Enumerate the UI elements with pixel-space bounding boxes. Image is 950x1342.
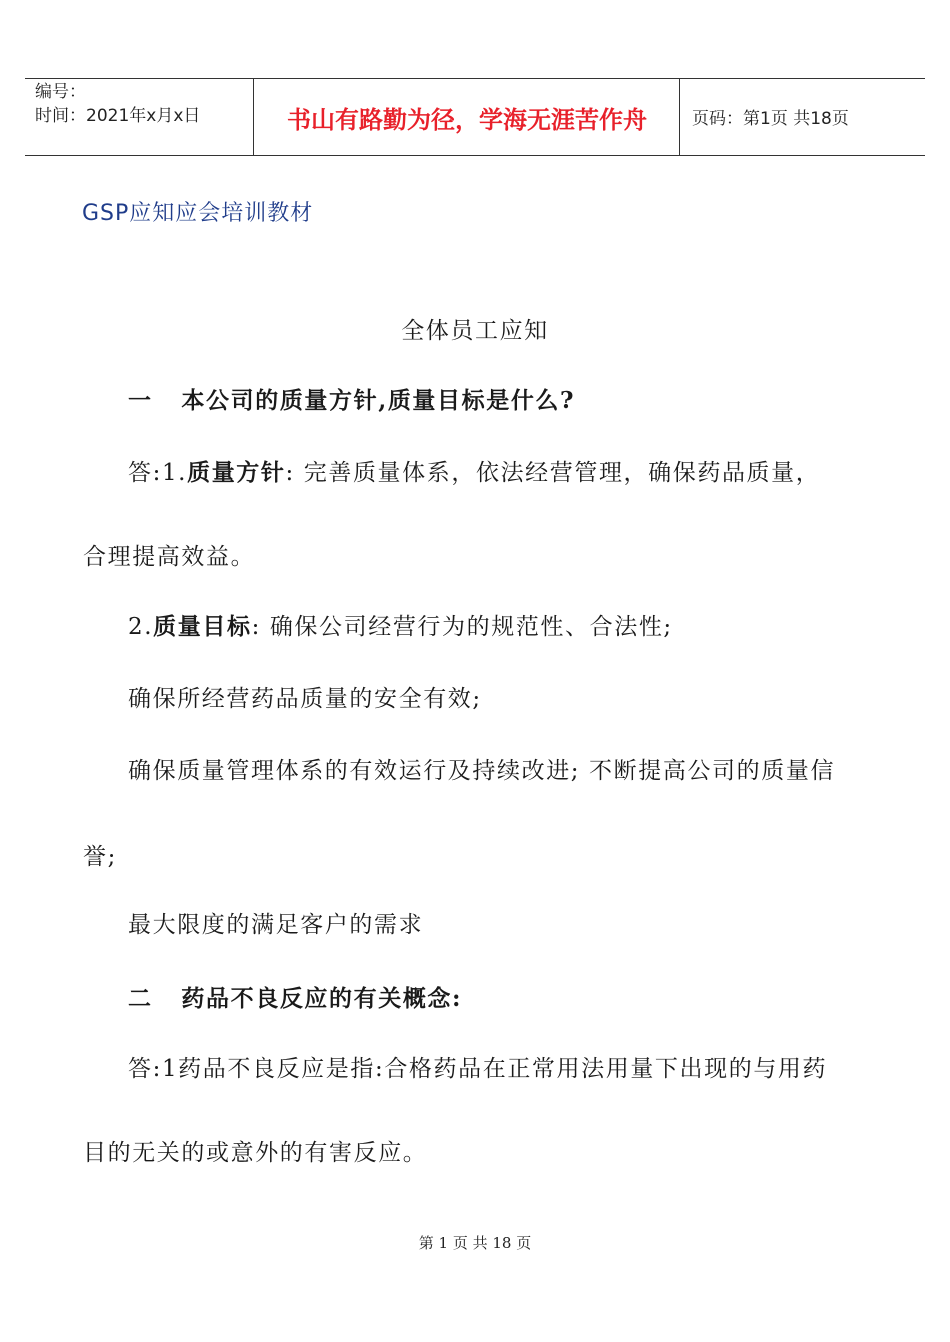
document-title: GSP应知应会培训教材 [82,201,314,226]
answer-2-text: : 确保公司经营行为的规范性、合法性; [251,614,673,640]
question-2: 二 药品不良反应的有关概念: [128,985,463,1012]
header-motto: 书山有路勤为径，学海无涯苦作舟 [287,105,647,134]
answer-1-text: : 完善质量体系，依法经营管理，确保药品质量， [285,460,821,486]
answer-2-prefix: 2. [128,614,154,640]
document-number-label: 编号： [35,82,86,102]
section-subtitle: 全体员工应知 [401,318,549,344]
answer-2-line-3-continuation: 誉; [83,844,117,870]
answer-1-prefix: 答:1. [128,460,188,486]
answer-1-line [128,454,820,487]
answer-3-line: 答:1药品不良反应是指:合格药品在正常用法用量下出现的与用药 [128,1056,828,1082]
answer-1-continuation: 合理提高效益。 [83,544,256,570]
answer-2-keyword: 质量目标 [153,613,252,640]
document-time-label: 时间：2021年x月x日 [35,106,201,126]
answer-2-line-3: 确保质量管理体系的有效运行及持续改进; 不断提高公司的质量信 [128,758,836,784]
answer-1-keyword: 质量方针 [187,459,286,486]
header-divider-right [679,78,680,156]
header-meta [35,80,250,128]
answer-2-line-2: 确保所经营药品质量的安全有效; [128,686,482,712]
header-divider-left [253,78,254,156]
answer-3-continuation: 目的无关的或意外的有害反应。 [83,1140,428,1166]
header-page-label: 页码：第1页 共18页 [692,109,849,129]
answer-2-line [128,608,673,641]
question-1: 一 本公司的质量方针,质量目标是什么? [128,387,576,414]
answer-2-line-4: 最大限度的满足客户的需求 [128,912,424,938]
page-footer: 第 1 页 共 18 页 [418,1234,532,1252]
